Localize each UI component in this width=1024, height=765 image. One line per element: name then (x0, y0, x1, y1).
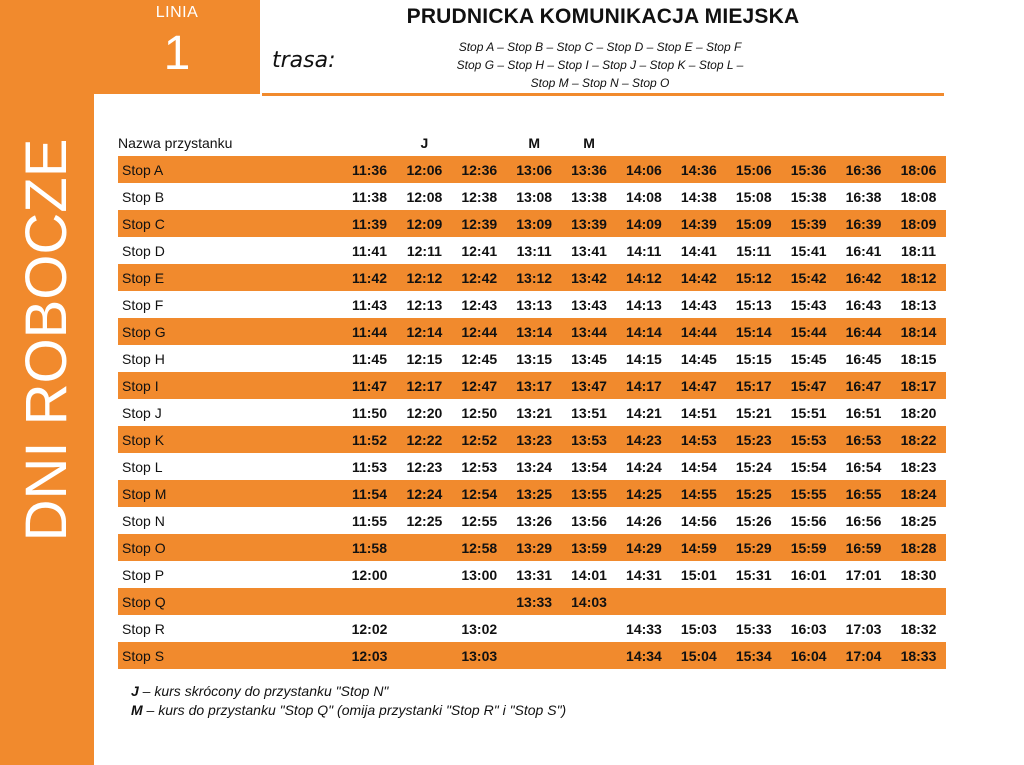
stop-name: Stop E (118, 264, 342, 291)
departure-time: 15:01 (680, 566, 717, 583)
departure-time (562, 642, 617, 669)
departure-time (671, 588, 726, 615)
departure-time: 16:53 (836, 426, 891, 453)
departure-time: 15:44 (781, 318, 836, 345)
departure-time: 14:59 (671, 534, 726, 561)
departure-time: 14:24 (626, 458, 662, 475)
departure-time: 15:55 (781, 480, 836, 507)
departure-time: 14:17 (617, 372, 672, 399)
departure-time: 15:54 (790, 458, 827, 475)
departure-time: 15:17 (726, 372, 781, 399)
departure-time: 13:43 (571, 296, 607, 313)
course-mark: J (420, 135, 429, 151)
departure-time: 14:54 (680, 458, 717, 475)
departure-time: 11:58 (342, 534, 397, 561)
stop-name: Stop A (118, 156, 342, 183)
course-mark (781, 130, 836, 156)
departure-time: 15:29 (726, 534, 781, 561)
departure-time: 15:59 (781, 534, 836, 561)
departure-time: 18:22 (891, 426, 946, 453)
departure-time: 13:42 (562, 264, 617, 291)
course-mark: M (528, 135, 540, 151)
departure-time: 12:23 (406, 458, 443, 475)
departure-time: 18:11 (900, 242, 936, 259)
departure-time: 15:21 (735, 404, 772, 421)
departure-time: 13:00 (461, 566, 498, 583)
course-mark (452, 130, 507, 156)
departure-time (781, 588, 836, 615)
table-row (118, 183, 946, 210)
legend-item (131, 701, 566, 720)
departure-time: 16:01 (790, 566, 827, 583)
departure-time: 17:03 (845, 620, 882, 637)
departure-time: 12:24 (397, 480, 452, 507)
departure-time: 13:33 (507, 588, 562, 615)
departure-time: 13:47 (562, 372, 617, 399)
departure-time: 16:42 (836, 264, 891, 291)
route-line: Stop G – Stop H – Stop I – Stop J – Stop K – Stop L – (456, 58, 744, 72)
departure-time: 15:39 (781, 210, 836, 237)
departure-time: 11:44 (342, 318, 397, 345)
table-row (118, 453, 946, 480)
table-row (118, 588, 946, 615)
stop-name: Stop B (122, 188, 165, 205)
stop-name: Stop P (122, 566, 165, 583)
departure-time: 15:08 (735, 188, 772, 205)
departure-time: 13:44 (562, 318, 617, 345)
stop-name: Stop J (122, 404, 162, 421)
route-label: trasa: (272, 48, 336, 73)
legend (131, 682, 566, 720)
departure-time: 15:36 (781, 156, 836, 183)
route-line: Stop A – Stop B – Stop C – Stop D – Stop E – Stop F (458, 40, 742, 54)
departure-time: 11:38 (351, 188, 388, 205)
departure-time: 15:45 (790, 350, 827, 367)
departure-time: 11:36 (342, 156, 397, 183)
departure-time: 15:33 (735, 620, 772, 637)
departure-time: 13:02 (461, 620, 498, 637)
departure-time: 12:50 (461, 404, 498, 421)
departure-time: 15:41 (790, 242, 827, 259)
departure-time: 15:09 (726, 210, 781, 237)
stop-name-header: Nazwa przystanku (118, 135, 233, 151)
departure-time: 16:51 (845, 404, 882, 421)
departure-time: 14:08 (626, 188, 662, 205)
departure-time: 13:11 (516, 242, 552, 259)
departure-time: 13:15 (516, 350, 553, 367)
sidebar (0, 0, 94, 765)
departure-time (562, 615, 617, 642)
departure-time: 12:47 (452, 372, 507, 399)
departure-time: 12:14 (397, 318, 452, 345)
departure-time: 14:21 (626, 404, 662, 421)
departure-time: 12:53 (461, 458, 498, 475)
departure-time: 13:09 (507, 210, 562, 237)
table-row (118, 291, 946, 318)
departure-time: 12:12 (397, 264, 452, 291)
table-row (118, 399, 946, 426)
departure-time: 14:23 (617, 426, 672, 453)
departure-time: 12:44 (452, 318, 507, 345)
departure-time: 12:43 (461, 296, 498, 313)
stop-name: Stop Q (118, 588, 342, 615)
departure-time: 13:06 (507, 156, 562, 183)
departure-time: 11:47 (342, 372, 397, 399)
stop-name: Stop I (118, 372, 342, 399)
departure-time: 16:39 (836, 210, 891, 237)
header-divider (262, 93, 944, 96)
table-row (118, 507, 946, 534)
departure-time: 16:43 (845, 296, 882, 313)
departure-time: 14:56 (680, 512, 717, 529)
course-mark (342, 130, 397, 156)
departure-time: 12:42 (452, 264, 507, 291)
departure-time: 16:36 (836, 156, 891, 183)
departure-time: 18:30 (900, 566, 937, 583)
departure-time: 12:25 (406, 512, 443, 529)
table-row (118, 156, 946, 183)
stop-name: Stop K (118, 426, 342, 453)
route-description (352, 38, 848, 92)
departure-time: 12:38 (461, 188, 498, 205)
departure-time: 11:39 (342, 210, 397, 237)
legend-item (131, 682, 566, 701)
departure-time: 18:08 (900, 188, 937, 205)
departure-time: 15:12 (726, 264, 781, 291)
departure-time: 13:55 (562, 480, 617, 507)
departure-time: 13:31 (516, 566, 553, 583)
departure-time: 14:15 (626, 350, 662, 367)
stop-name: Stop G (118, 318, 342, 345)
departure-time: 16:38 (845, 188, 882, 205)
stop-name: Stop M (118, 480, 342, 507)
legend-text: – kurs do przystanku "Stop Q" (omija przystanki "Stop R" i "Stop S") (142, 702, 567, 718)
departure-time: 12:13 (406, 296, 443, 313)
departure-time (397, 615, 452, 642)
departure-time: 17:01 (845, 566, 882, 583)
course-mark (617, 130, 672, 156)
stop-name: Stop H (122, 350, 165, 367)
departure-time: 13:24 (516, 458, 553, 475)
table-row (118, 561, 946, 588)
departure-time: 16:55 (836, 480, 891, 507)
departure-time: 14:31 (626, 566, 662, 583)
departure-time: 15:14 (726, 318, 781, 345)
departure-time (397, 642, 452, 669)
legend-key: M (131, 702, 143, 718)
departure-time: 12:15 (406, 350, 443, 367)
course-mark (836, 130, 891, 156)
departure-time: 11:54 (342, 480, 397, 507)
departure-time: 15:51 (790, 404, 827, 421)
stop-name: Stop N (122, 512, 165, 529)
line-badge (94, 0, 260, 94)
departure-time: 13:13 (516, 296, 553, 313)
departure-time: 13:51 (571, 404, 607, 421)
departure-time: 16:54 (845, 458, 882, 475)
departure-time: 14:12 (617, 264, 672, 291)
departure-time: 15:43 (790, 296, 827, 313)
departure-time (617, 588, 672, 615)
departure-time: 18:06 (891, 156, 946, 183)
departure-time: 12:06 (397, 156, 452, 183)
departure-time: 16:59 (836, 534, 891, 561)
departure-time: 17:04 (836, 642, 891, 669)
departure-time: 12:54 (452, 480, 507, 507)
departure-time: 11:53 (351, 458, 388, 475)
departure-time: 12:55 (461, 512, 498, 529)
departure-time: 12:22 (397, 426, 452, 453)
departure-time: 15:47 (781, 372, 836, 399)
table-row (118, 237, 946, 264)
departure-time: 14:51 (680, 404, 717, 421)
line-label: LINIA (155, 4, 199, 21)
departure-time: 14:34 (617, 642, 672, 669)
departure-time: 14:36 (671, 156, 726, 183)
departure-time: 11:42 (342, 264, 397, 291)
departure-time: 12:03 (342, 642, 397, 669)
departure-time: 14:43 (680, 296, 717, 313)
table-row (118, 534, 946, 561)
departure-time: 14:25 (617, 480, 672, 507)
departure-time: 18:17 (891, 372, 946, 399)
departure-time: 11:55 (351, 512, 388, 529)
departure-time: 14:42 (671, 264, 726, 291)
departure-time: 18:25 (900, 512, 937, 529)
departure-time: 12:36 (452, 156, 507, 183)
departure-time: 15:25 (726, 480, 781, 507)
table-row (118, 480, 946, 507)
departure-time (397, 534, 452, 561)
departure-time (507, 642, 562, 669)
departure-time (891, 588, 946, 615)
departure-time: 14:44 (671, 318, 726, 345)
departure-time: 12:00 (351, 566, 388, 583)
departure-time: 14:33 (626, 620, 662, 637)
departure-time: 16:04 (781, 642, 836, 669)
departure-time: 14:06 (617, 156, 672, 183)
departure-time: 16:45 (845, 350, 882, 367)
departure-time: 12:45 (461, 350, 498, 367)
departure-time: 14:01 (571, 566, 607, 583)
departure-time: 15:23 (726, 426, 781, 453)
departure-time: 18:24 (891, 480, 946, 507)
departure-time: 16:56 (845, 512, 882, 529)
departure-time: 18:15 (900, 350, 937, 367)
departure-time: 18:20 (900, 404, 937, 421)
departure-time: 12:02 (351, 620, 388, 637)
departure-time: 13:59 (562, 534, 617, 561)
departure-time: 13:08 (516, 188, 553, 205)
course-mark (891, 130, 946, 156)
departure-time (397, 588, 452, 615)
departure-time: 13:14 (507, 318, 562, 345)
departure-time: 13:17 (507, 372, 562, 399)
departure-time: 11:50 (351, 404, 388, 421)
departure-time (397, 561, 452, 588)
departure-time: 14:45 (680, 350, 717, 367)
departure-time: 14:47 (671, 372, 726, 399)
departure-time: 13:38 (571, 188, 607, 205)
course-mark: M (583, 135, 595, 151)
departure-time: 14:41 (680, 242, 717, 259)
departure-time: 14:11 (626, 242, 662, 259)
departure-time: 12:08 (406, 188, 443, 205)
departure-time: 13:39 (562, 210, 617, 237)
departure-time: 13:53 (562, 426, 617, 453)
departure-time: 18:32 (900, 620, 937, 637)
departure-time (342, 588, 397, 615)
departure-time: 12:39 (452, 210, 507, 237)
departure-time: 13:41 (571, 242, 607, 259)
departure-time: 12:20 (406, 404, 443, 421)
departure-time: 15:34 (726, 642, 781, 669)
departure-time: 11:43 (351, 296, 388, 313)
departure-time: 14:38 (680, 188, 717, 205)
departure-time: 18:14 (891, 318, 946, 345)
departure-time: 14:29 (617, 534, 672, 561)
departure-time: 14:13 (626, 296, 662, 313)
departure-time (726, 588, 781, 615)
timetable (118, 130, 946, 669)
departure-time: 12:11 (406, 242, 442, 259)
departure-time: 16:47 (836, 372, 891, 399)
table-row (118, 318, 946, 345)
table-row (118, 642, 946, 669)
departure-time: 13:45 (571, 350, 607, 367)
departure-time: 11:45 (351, 350, 388, 367)
stop-name: Stop D (122, 242, 165, 259)
departure-time: 12:17 (397, 372, 452, 399)
departure-time: 18:28 (891, 534, 946, 561)
legend-text: – kurs skrócony do przystanku "Stop N" (138, 683, 389, 699)
departure-time: 14:53 (671, 426, 726, 453)
departure-time: 13:25 (507, 480, 562, 507)
departure-time: 16:44 (836, 318, 891, 345)
departure-time: 14:55 (671, 480, 726, 507)
departure-time: 15:31 (735, 566, 772, 583)
table-row (118, 345, 946, 372)
departure-time: 13:36 (562, 156, 617, 183)
departure-time: 14:09 (617, 210, 672, 237)
departure-time: 13:29 (507, 534, 562, 561)
stop-name: Stop R (122, 620, 165, 637)
departure-time: 13:03 (452, 642, 507, 669)
course-mark (726, 130, 781, 156)
departure-time: 12:09 (397, 210, 452, 237)
departure-time: 11:52 (342, 426, 397, 453)
departure-time: 14:14 (617, 318, 672, 345)
departure-time: 18:13 (900, 296, 937, 313)
departure-time: 15:26 (735, 512, 772, 529)
departure-time: 18:12 (891, 264, 946, 291)
departure-time: 12:41 (461, 242, 498, 259)
departure-time: 13:54 (571, 458, 607, 475)
departure-time: 13:23 (507, 426, 562, 453)
stop-name: Stop O (118, 534, 342, 561)
departure-time: 15:24 (735, 458, 772, 475)
timetable-header-row (118, 130, 946, 156)
departure-time: 16:41 (845, 242, 882, 259)
departure-time (836, 588, 891, 615)
table-row (118, 615, 946, 642)
line-number: 1 (163, 27, 191, 80)
departure-time: 15:13 (735, 296, 772, 313)
departure-time: 11:41 (351, 242, 388, 259)
departure-time: 14:26 (626, 512, 662, 529)
table-row (118, 210, 946, 237)
table-row (118, 426, 946, 453)
departure-time: 15:38 (790, 188, 827, 205)
stop-name: Stop C (118, 210, 342, 237)
table-row (118, 264, 946, 291)
departure-time: 15:06 (726, 156, 781, 183)
day-type-title: DNI ROBOCZE (14, 138, 79, 542)
departure-time: 12:52 (452, 426, 507, 453)
legend-key: J (131, 683, 139, 699)
page-title: PRUDNICKA KOMUNIKACJA MIEJSKA (406, 5, 800, 28)
departure-time: 16:03 (790, 620, 827, 637)
departure-time: 13:12 (507, 264, 562, 291)
stop-name: Stop F (122, 296, 164, 313)
departure-time: 18:23 (900, 458, 937, 475)
departure-time: 15:04 (671, 642, 726, 669)
departure-time: 15:53 (781, 426, 836, 453)
departure-time: 14:03 (562, 588, 617, 615)
course-mark (671, 130, 726, 156)
stop-name: Stop L (122, 458, 163, 475)
departure-time (452, 588, 507, 615)
departure-time: 15:15 (735, 350, 772, 367)
departure-time: 15:42 (781, 264, 836, 291)
departure-time: 12:58 (452, 534, 507, 561)
departure-time: 15:11 (736, 242, 772, 259)
departure-time: 15:03 (680, 620, 717, 637)
departure-time (507, 615, 562, 642)
departure-time: 13:56 (571, 512, 607, 529)
departure-time: 18:33 (891, 642, 946, 669)
table-row (118, 372, 946, 399)
route-line: Stop M – Stop N – Stop O (530, 76, 670, 90)
stop-name: Stop S (118, 642, 342, 669)
departure-time: 14:39 (671, 210, 726, 237)
departure-time: 15:56 (790, 512, 827, 529)
departure-time: 13:26 (516, 512, 553, 529)
departure-time: 13:21 (516, 404, 553, 421)
departure-time: 18:09 (891, 210, 946, 237)
